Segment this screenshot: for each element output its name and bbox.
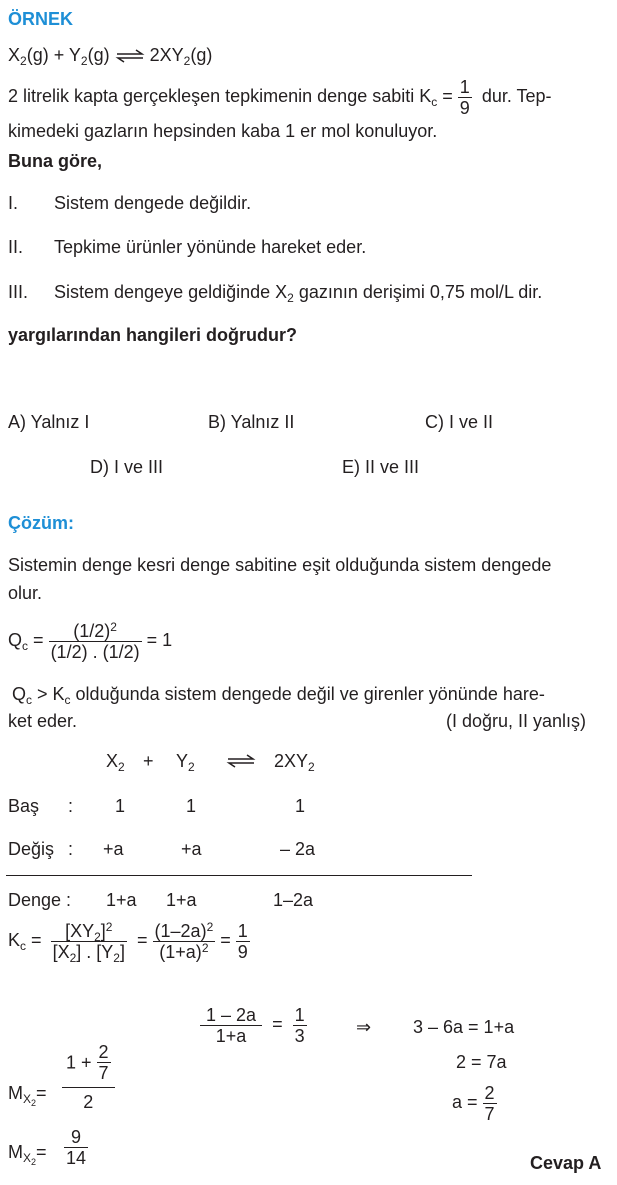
a-result: a = $\frac{2}{7}$ xyxy=(452,1082,495,1124)
kc-equation: $K_c$ = $\frac{[XY_2]^2}{[X_2] . [Y_2]}$ = $\frac{(1-2a)^2}{(1+a)^2}$ = $\frac{1}{9}$ xyxy=(8,919,248,965)
row-denge-p: 1–2a xyxy=(273,890,314,910)
row-degis-x: +a xyxy=(103,839,124,859)
table-divider xyxy=(6,875,472,876)
solution-verdict: (I doğru, II yanlış) xyxy=(446,711,587,731)
option-a[interactable]: A) Yalnız I xyxy=(8,412,90,432)
table-header-plus: + xyxy=(143,751,154,771)
option-e[interactable]: E) II ve III xyxy=(342,457,420,477)
row-denge-label: Denge : xyxy=(8,890,72,910)
row-bas-x: 1 xyxy=(115,796,126,816)
solution-p1a: Sistemin denge kesri denge sabitine eşit olduğunda sistem dengede xyxy=(8,555,552,575)
answer-label: Cevap A xyxy=(530,1153,602,1173)
row-bas-y: 1 xyxy=(186,796,197,816)
solution-title: Çözüm: xyxy=(8,513,74,533)
step-2: 2 = 7a xyxy=(456,1052,507,1072)
m-x2-fraction-2: $\frac{9}{14}$ xyxy=(66,1126,87,1168)
implies-arrow-icon: ⇒ xyxy=(356,1017,372,1037)
option-d[interactable]: D) I ve III xyxy=(90,457,164,477)
row-degis-colon: : xyxy=(68,839,74,859)
solution-p2: $Q_c > K_c$ olduğunda sistem dengede değil ve girenler yönünde hare- xyxy=(12,684,545,707)
table-header-xy2: $2XY_2$ xyxy=(274,751,315,774)
row-bas-colon: : xyxy=(68,796,74,816)
m-x2-fraction-1: 1 + $\frac{2}{7}$ 2 xyxy=(62,1042,115,1112)
row-degis-y: +a xyxy=(181,839,202,859)
question-text-line2: kimedeki gazların hepsinden kaba 1 er mol konuluyor. xyxy=(8,121,438,141)
option-b[interactable]: B) Yalnız II xyxy=(208,412,295,432)
table-header-x2: $X_2$ xyxy=(106,751,125,774)
question-prompt: yargılarından hangileri doğrudur? xyxy=(8,325,298,345)
equilibrium-arrow-icon xyxy=(115,49,145,63)
statement-3: III. Sistem dengeye geldiğinde $X_2$ gazının derişimi 0,75 mol/L dir. xyxy=(8,282,543,305)
option-c[interactable]: C) I ve II xyxy=(425,412,494,432)
qc-equation: $Q_c$ = $\frac{(1/2)^2}{(1/2) . (1/2)}$ = 1 xyxy=(8,619,173,662)
question-text-line1: 2 litrelik kapta gerçekleşen tepkimenin denge sabiti $K_c$ = $\frac{1}{9}$ dur. Tep- xyxy=(8,76,552,118)
statement-1: I. Sistem dengede değildir. xyxy=(8,193,252,213)
table-header-y2: $Y_2$ xyxy=(176,751,195,774)
row-bas-label: Baş xyxy=(8,796,40,816)
row-degis-p: – 2a xyxy=(280,839,316,859)
example-title: ÖRNEK xyxy=(8,9,74,29)
equilibrium-arrow-icon xyxy=(226,754,256,768)
row-denge-y: 1+a xyxy=(166,890,197,910)
solution-p1b: olur. xyxy=(8,583,43,603)
kc-fraction: $\frac{1}{9}$ xyxy=(459,76,470,118)
row-degis-label: Değiş xyxy=(8,839,55,859)
reaction-equation: $X_2(g) + Y_2(g)$ $2XY_2(g)$ xyxy=(8,45,213,68)
m-x2-label-1: $M_{X_2}=$ xyxy=(8,1083,47,1108)
row-bas-p: 1 xyxy=(295,796,306,816)
solution-p3: ket eder. xyxy=(8,711,78,731)
m-x2-label-2: $M_{X_2}=$ xyxy=(8,1142,47,1167)
buna-gore: Buna göre, xyxy=(8,151,103,171)
step-1: 3 – 6a = 1+a xyxy=(413,1017,515,1037)
root-equation: $\frac{1 - 2a}{1+a}$ = $\frac{1}{3}$ xyxy=(200,1000,307,1048)
row-denge-x: 1+a xyxy=(106,890,137,910)
statement-2: II. Tepkime ürünler yönünde hareket eder. xyxy=(8,237,367,257)
